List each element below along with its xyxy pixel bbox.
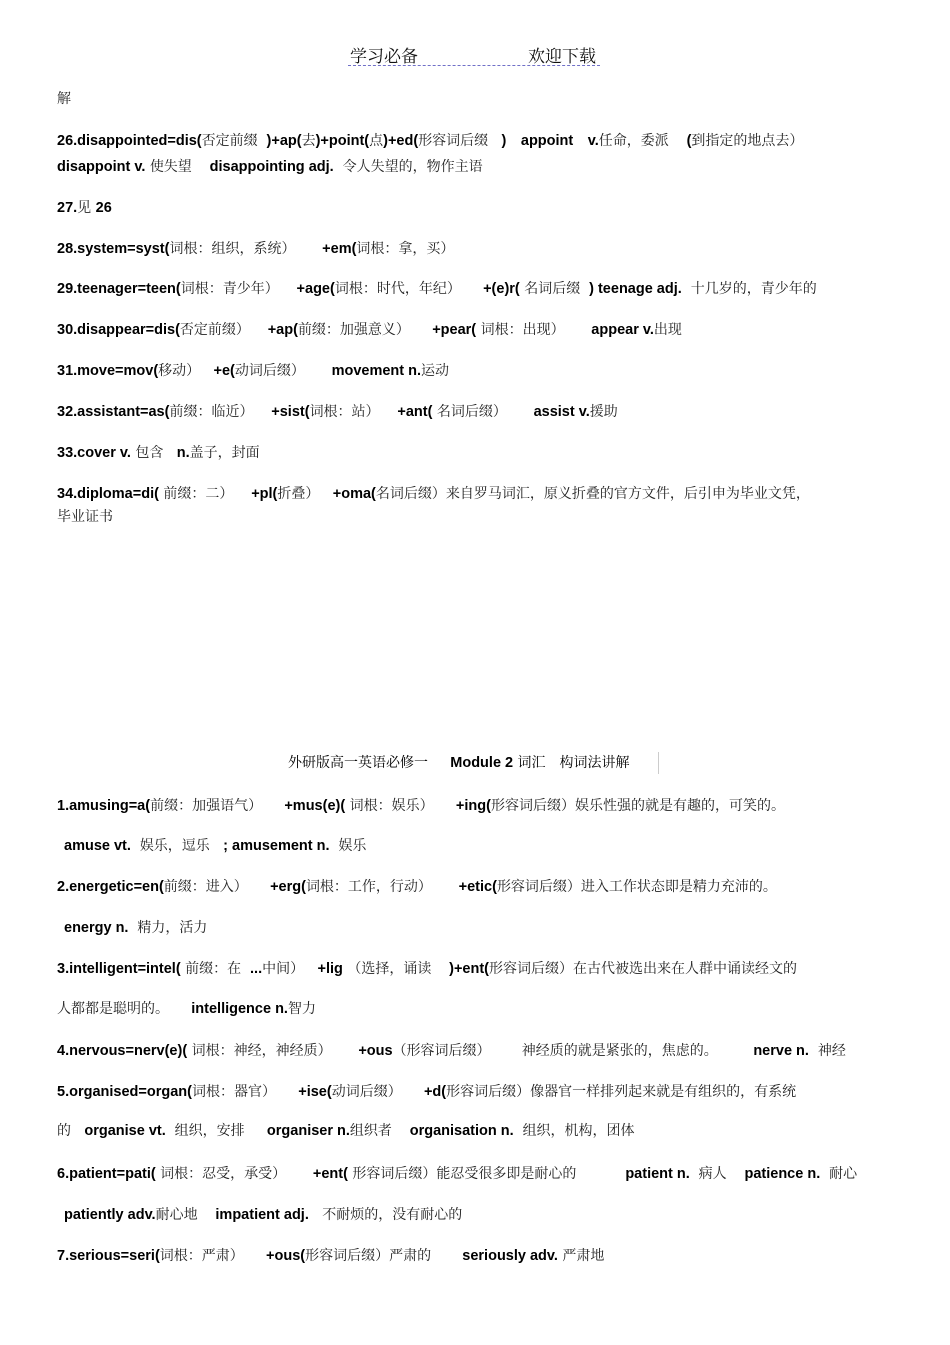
section-title: 外研版高一英语必修一 Module 2 词汇 构词法讲解 <box>288 752 659 774</box>
entry-30: 30.disappear=dis(否定前缀） +ap(前缀：加强意义） +pear( 词根：出现） appear v.出现 <box>57 322 682 338</box>
header-left: 学习必备 <box>350 47 418 67</box>
module-entry-5-line2: 的 organise vt. 组织，安排 organiser n.组织者 organisation n. 组织，机构，团体 <box>57 1123 635 1139</box>
intro-text: 解 <box>57 91 71 107</box>
entry-34-line1: 34.diploma=di( 前缀：二） +pl(折叠） +oma(名词后缀）来自罗马词汇，原义折叠的官方文件，后引申为毕业文凭， <box>57 486 810 502</box>
entry-31: 31.move=mov(移动） +e(动词后缀） movement n.运动 <box>57 363 450 379</box>
entry-27: 27.见 26 <box>57 200 112 216</box>
module-entry-7: 7.serious=seri(词根：严肃） +ous(形容词后缀）严肃的 seriously adv. 严肃地 <box>57 1248 605 1264</box>
entry-26-line2: disappoint v. 使失望 disappointing adj. 令人失望的，物作主语 <box>57 159 483 175</box>
entry-26-line1: 26.disappointed=dis(否定前缀 )+ap(去)+point(点)+ed(形容词后缀 ) appoint v.任命，委派 (到指定的地点去） <box>57 133 804 149</box>
entry-28: 28.system=syst(词根：组织，系统） +em(词根：拿，买） <box>57 241 455 257</box>
header-right: 欢迎下载 <box>528 47 596 67</box>
module-entry-6-line1: 6.patient=pati( 词根：忍受，承受） +ent( 形容词后缀）能忍受很多即是耐心的 patient n. 病人 patience n. 耐心 <box>57 1166 858 1182</box>
entry-33: 33.cover v. 包含 n.盖子，封面 <box>57 445 260 461</box>
entry-34-line2: 毕业证书 <box>57 509 113 525</box>
page-header <box>348 40 600 66</box>
entry-29: 29.teenager=teen(词根：青少年） +age(词根：时代，年纪） +(e)r( 名词后缀 ) teenage adj. 十几岁的，青少年的 <box>57 281 817 297</box>
module-entry-6-line2: patiently adv.耐心地 impatient adj. 不耐烦的，没有耐心的 <box>64 1207 463 1223</box>
module-entry-2-line2: energy n. 精力，活力 <box>64 920 208 936</box>
module-entry-3-line2: 人都都是聪明的。 intelligence n.智力 <box>57 1001 316 1017</box>
module-entry-3-line1: 3.intelligent=intel( 前缀：在 ...中间） +lig （选择，诵读 )+ent(形容词后缀）在古代被选出来在人群中诵读经文的 <box>57 961 798 977</box>
module-entry-2-line1: 2.energetic=en(前缀：进入） +erg(词根：工作，行动） +etic(形容词后缀）进入工作状态即是精力充沛的。 <box>57 879 777 895</box>
module-entry-1-line2: amuse vt. 娱乐，逗乐 ; amusement n. 娱乐 <box>64 838 367 854</box>
entry-32: 32.assistant=as(前缀：临近） +sist(词根：站） +ant( 名词后缀） assist v.援助 <box>57 404 618 420</box>
module-entry-5-line1: 5.organised=organ(词根：器官） +ise(动词后缀） +d(形容词后缀）像器官一样排列起来就是有组织的，有系统 <box>57 1084 797 1100</box>
module-entry-4: 4.nervous=nerv(e)( 词根：神经，神经质） +ous（形容词后缀） 神经质的就是紧张的，焦虑的。 nerve n. 神经 <box>57 1043 846 1059</box>
module-entry-1-line1: 1.amusing=a(前缀：加强语气） +mus(e)( 词根：娱乐） +ing(形容词后缀）娱乐性强的就是有趣的，可笑的。 <box>57 798 785 814</box>
